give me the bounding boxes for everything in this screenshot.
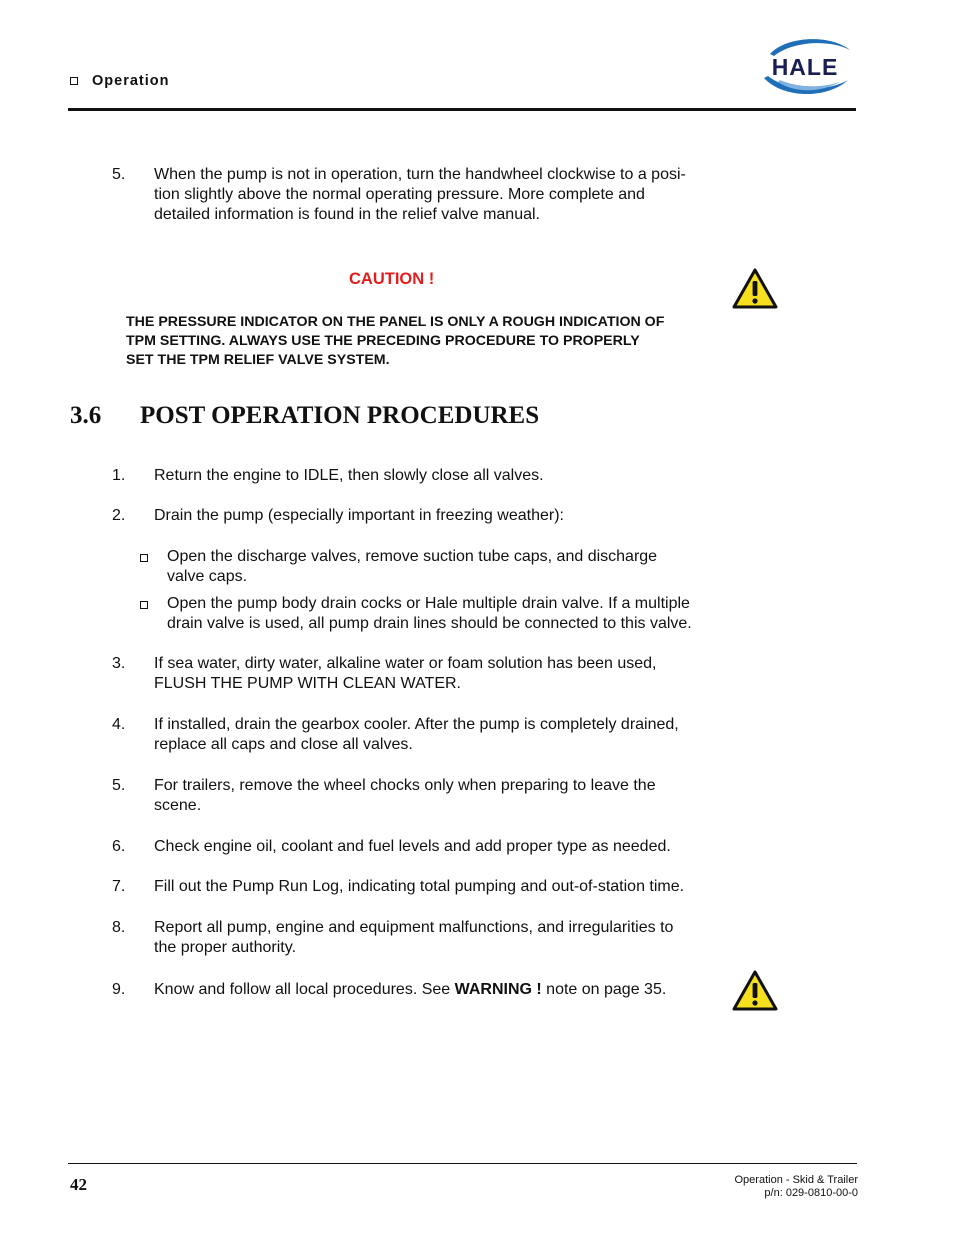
- warning-triangle-icon: [731, 267, 779, 310]
- list-item: [112, 776, 732, 816]
- step-number: 5.: [112, 166, 126, 183]
- step-text: Report all pump, engine and equipment malfunctions, and irregularities to the proper authority.: [154, 919, 674, 956]
- step-text: When the pump is not in operation, turn the handwheel clockwise to a posi- tion slightly above the normal operating pressure. More complete and detailed information is found in the relief valve manual.: [154, 166, 686, 223]
- list-item: [112, 980, 732, 1000]
- step-text: If sea water, dirty water, alkaline water or foam solution has been used, FLUSH THE PUMP WITH CLEAN WATER.: [154, 655, 657, 692]
- caution-body: THE PRESSURE INDICATOR ON THE PANEL IS ONLY A ROUGH INDICATION OF TPM SETTING. ALWAYS USE THE PRECEDING PROCEDURE TO PROPERLY SET THE TPM RELIEF VALVE SYSTEM.: [126, 314, 665, 368]
- step-text: Return the engine to IDLE, then slowly close all valves.: [154, 467, 544, 484]
- footer-doc-info: [735, 1174, 859, 1200]
- footer-divider: [68, 1163, 857, 1164]
- sub-list-item: [140, 594, 740, 634]
- intro-step: [112, 165, 732, 225]
- step-number: 1.: [112, 467, 126, 484]
- step-number: 8.: [112, 919, 126, 936]
- header-section-label: [70, 73, 169, 89]
- step-number: 3.: [112, 655, 126, 672]
- step-number: 9.: [112, 981, 126, 998]
- square-bullet-icon: [140, 601, 148, 609]
- list-item: [112, 837, 732, 857]
- section-heading: [70, 402, 539, 430]
- sub-step-text: Open the discharge valves, remove suction tube caps, and discharge valve caps.: [167, 548, 658, 585]
- list-item: [112, 877, 732, 897]
- step-number: 2.: [112, 507, 126, 524]
- list-item: [112, 466, 732, 486]
- step-text: Know and follow all local procedures. See WARNING ! note on page 35.: [154, 981, 667, 998]
- step-number: 6.: [112, 838, 126, 855]
- footer-doc-title: Operation - Skid & Trailer: [734, 1174, 858, 1186]
- section-number: 3.6: [70, 402, 102, 429]
- list-item: [112, 918, 732, 958]
- warning-reference: WARNING !: [454, 981, 542, 998]
- step-number: 5.: [112, 777, 126, 794]
- sub-list-item: [140, 547, 740, 587]
- step-number: 4.: [112, 716, 126, 733]
- list-item: [112, 715, 732, 755]
- step-text: For trailers, remove the wheel chocks only when preparing to leave the scene.: [154, 777, 656, 814]
- step-text: If installed, drain the gearbox cooler. After the pump is completely drained, replace all caps and close all valves.: [154, 716, 679, 753]
- list-item: [112, 654, 732, 694]
- header-divider: [68, 108, 856, 111]
- square-bullet-icon: [140, 554, 148, 562]
- page-number: 42: [70, 1175, 87, 1194]
- section-title: POST OPERATION PROCEDURES: [140, 402, 540, 429]
- hale-logo: [756, 34, 854, 98]
- logo-text: HALE: [771, 54, 839, 80]
- caution-title: CAUTION !: [349, 270, 435, 288]
- header-section-text: Operation: [92, 73, 170, 89]
- warning-triangle-icon: [731, 969, 779, 1012]
- step-text: Fill out the Pump Run Log, indicating total pumping and out-of-station time.: [154, 878, 685, 895]
- list-item: [112, 506, 732, 526]
- square-bullet-icon: [70, 77, 78, 85]
- step-text: Check engine oil, coolant and fuel levels and add proper type as needed.: [154, 838, 671, 855]
- step-text: Drain the pump (especially important in freezing weather):: [154, 507, 564, 524]
- step-number: 7.: [112, 878, 126, 895]
- sub-step-text: Open the pump body drain cocks or Hale multiple drain valve. If a multiple drain valve is used, all pump drain lines should be connected to this valve.: [167, 595, 692, 632]
- footer-part-number: p/n: 029-0810-00-0: [764, 1187, 858, 1199]
